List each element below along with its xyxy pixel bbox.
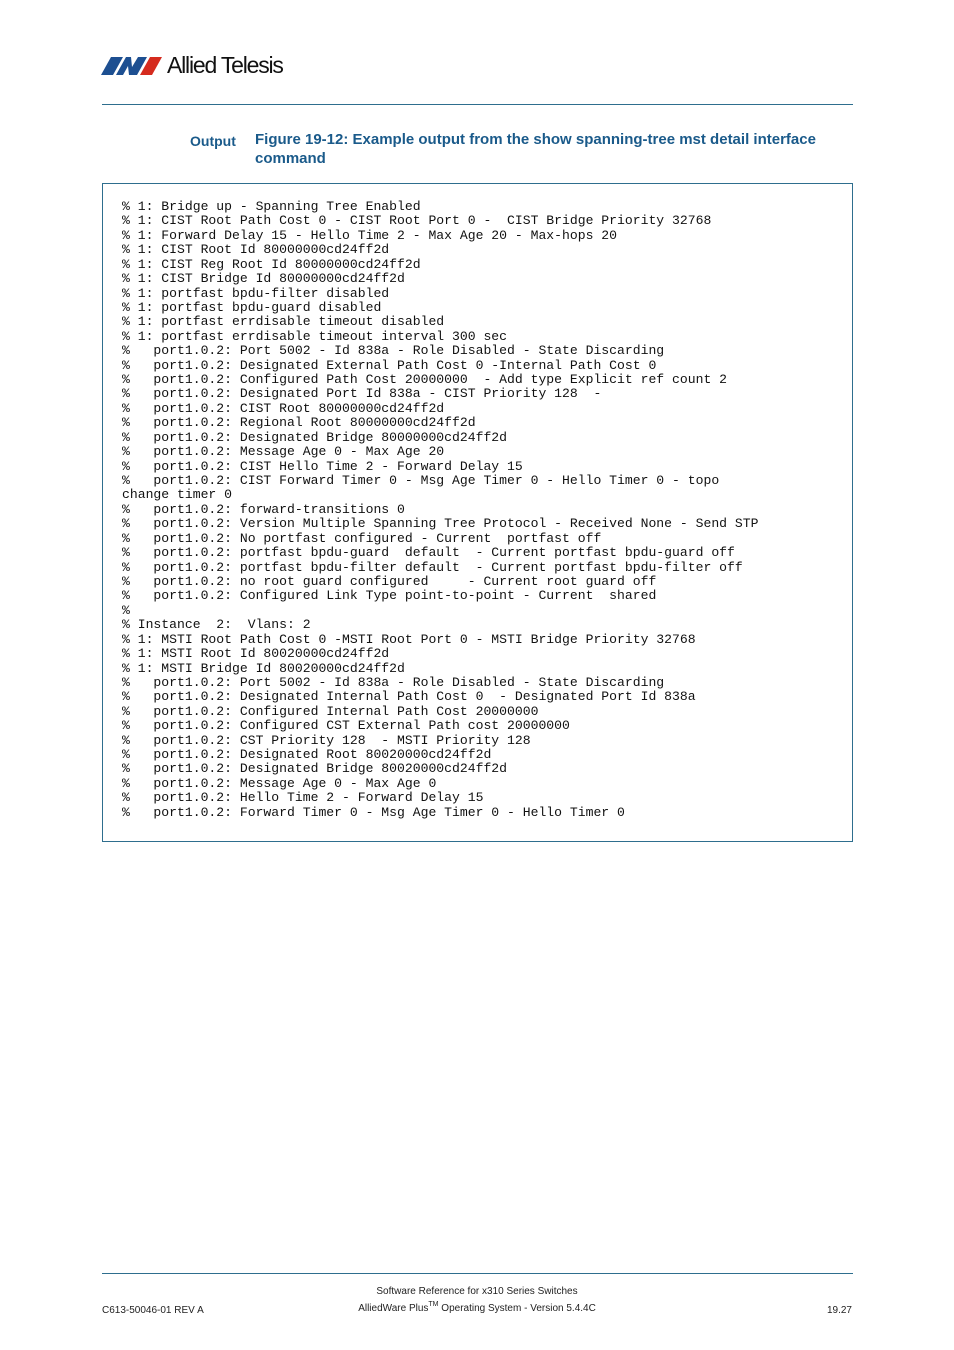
code-line: % port1.0.2: Configured Path Cost 20000000 - Add type Explicit ref count 2 (122, 372, 728, 388)
footer-os-tm: TM (428, 1301, 439, 1308)
code-line: change timer 0 (122, 487, 233, 503)
code-line: % port1.0.2: No portfast configured - Current portfast off (122, 530, 602, 546)
code-line: % 1: MSTI Root Path Cost 0 -MSTI Root Port 0 - MSTI Bridge Priority 32768 (122, 631, 696, 647)
footer-os-suffix: Operating System - Version 5.4.4C (438, 1303, 596, 1314)
code-line: % port1.0.2: Designated Bridge 80020000cd24ff2d (122, 761, 508, 777)
code-line: % port1.0.2: Configured Link Type point-to-point - Current shared (122, 588, 657, 604)
code-line: % port1.0.2: Message Age 0 - Max Age 0 (122, 775, 437, 791)
code-line: % 1: Bridge up - Spanning Tree Enabled (122, 199, 421, 214)
footer-os-version (0, 1303, 954, 1314)
code-line: % port1.0.2: Port 5002 - Id 838a - Role Disabled - State Discarding (122, 343, 665, 359)
output-label: Output (190, 133, 236, 149)
code-line: % (122, 602, 130, 618)
code-line: % port1.0.2: portfast bpdu-guard default - Current portfast bpdu-guard off (122, 545, 735, 561)
code-line: % port1.0.2: Designated Bridge 80000000cd24ff2d (122, 429, 508, 445)
code-line: % port1.0.2: CIST Forward Timer 0 - Msg Age Timer 0 - Hello Timer 0 - topo (122, 473, 720, 489)
code-line: % port1.0.2: Designated External Path Cost 0 -Internal Path Cost 0 (122, 357, 657, 373)
code-line: % 1: MSTI Root Id 80020000cd24ff2d (122, 646, 390, 662)
code-line: % 1: CIST Root Id 80000000cd24ff2d (122, 242, 390, 258)
code-line: % port1.0.2: Configured CST External Path cost 20000000 (122, 718, 570, 734)
code-line: % port1.0.2: forward-transitions 0 (122, 501, 405, 517)
footer-doc-number: C613-50046-01 REV A (102, 1305, 204, 1316)
code-line: % port1.0.2: portfast bpdu-filter default - Current portfast bpdu-filter off (122, 559, 743, 575)
code-output-box (102, 183, 853, 842)
allied-telesis-logo-icon (101, 55, 163, 75)
header-rule (102, 104, 853, 105)
code-line: % port1.0.2: Forward Timer 0 - Msg Age Timer 0 - Hello Timer 0 (122, 804, 625, 820)
code-line: % port1.0.2: Configured Internal Path Cost 20000000 (122, 703, 539, 719)
logo-wordmark: Allied Telesis (167, 52, 283, 78)
code-line: % port1.0.2: CIST Hello Time 2 - Forward Delay 15 (122, 458, 523, 474)
footer-rule (102, 1273, 853, 1274)
code-line: % 1: CIST Bridge Id 80000000cd24ff2d (122, 271, 405, 287)
code-line: % 1: portfast bpdu-guard disabled (122, 299, 382, 315)
allied-telesis-logo (101, 50, 283, 80)
code-line: % 1: Forward Delay 15 - Hello Time 2 - Max Age 20 - Max-hops 20 (122, 227, 618, 243)
code-line: % 1: portfast bpdu-filter disabled (122, 285, 390, 301)
code-line: % 1: CIST Reg Root Id 80000000cd24ff2d (122, 256, 421, 272)
code-line: % port1.0.2: Designated Port Id 838a - CIST Priority 128 - (122, 386, 602, 402)
code-line: % port1.0.2: Designated Internal Path Cost 0 - Designated Port Id 838a (122, 689, 696, 705)
code-output-text (122, 200, 758, 820)
code-line: % port1.0.2: CST Priority 128 - MSTI Priority 128 (122, 732, 531, 748)
code-line: % port1.0.2: no root guard configured - Current root guard off (122, 573, 657, 589)
code-line: % 1: portfast errdisable timeout interval 300 sec (122, 328, 508, 344)
code-line: % 1: MSTI Bridge Id 80020000cd24ff2d (122, 660, 405, 676)
footer-os-prefix: AlliedWare Plus (358, 1303, 429, 1314)
figure-caption: Figure 19-12: Example output from the show spanning-tree mst detail interface command (255, 131, 816, 167)
code-line: % port1.0.2: Message Age 0 - Max Age 20 (122, 444, 445, 460)
footer-title: Software Reference for x310 Series Switches (376, 1286, 578, 1297)
code-line: % port1.0.2: Designated Root 80020000cd24ff2d (122, 747, 492, 763)
code-line: % port1.0.2: Hello Time 2 - Forward Delay 15 (122, 790, 484, 806)
code-line: % 1: CIST Root Path Cost 0 - CIST Root Port 0 - CIST Bridge Priority 32768 (122, 213, 712, 229)
code-line: % port1.0.2: Regional Root 80000000cd24ff2d (122, 415, 476, 431)
footer-page-number: 19.27 (826, 1305, 852, 1316)
code-line: % port1.0.2: Port 5002 - Id 838a - Role Disabled - State Discarding (122, 674, 665, 690)
code-line: % port1.0.2: Version Multiple Spanning Tree Protocol - Received None - Send STP (122, 516, 759, 532)
code-line: % Instance 2: Vlans: 2 (122, 617, 311, 633)
code-line: % 1: portfast errdisable timeout disabled (122, 314, 445, 330)
code-line: % port1.0.2: CIST Root 80000000cd24ff2d (122, 400, 445, 416)
